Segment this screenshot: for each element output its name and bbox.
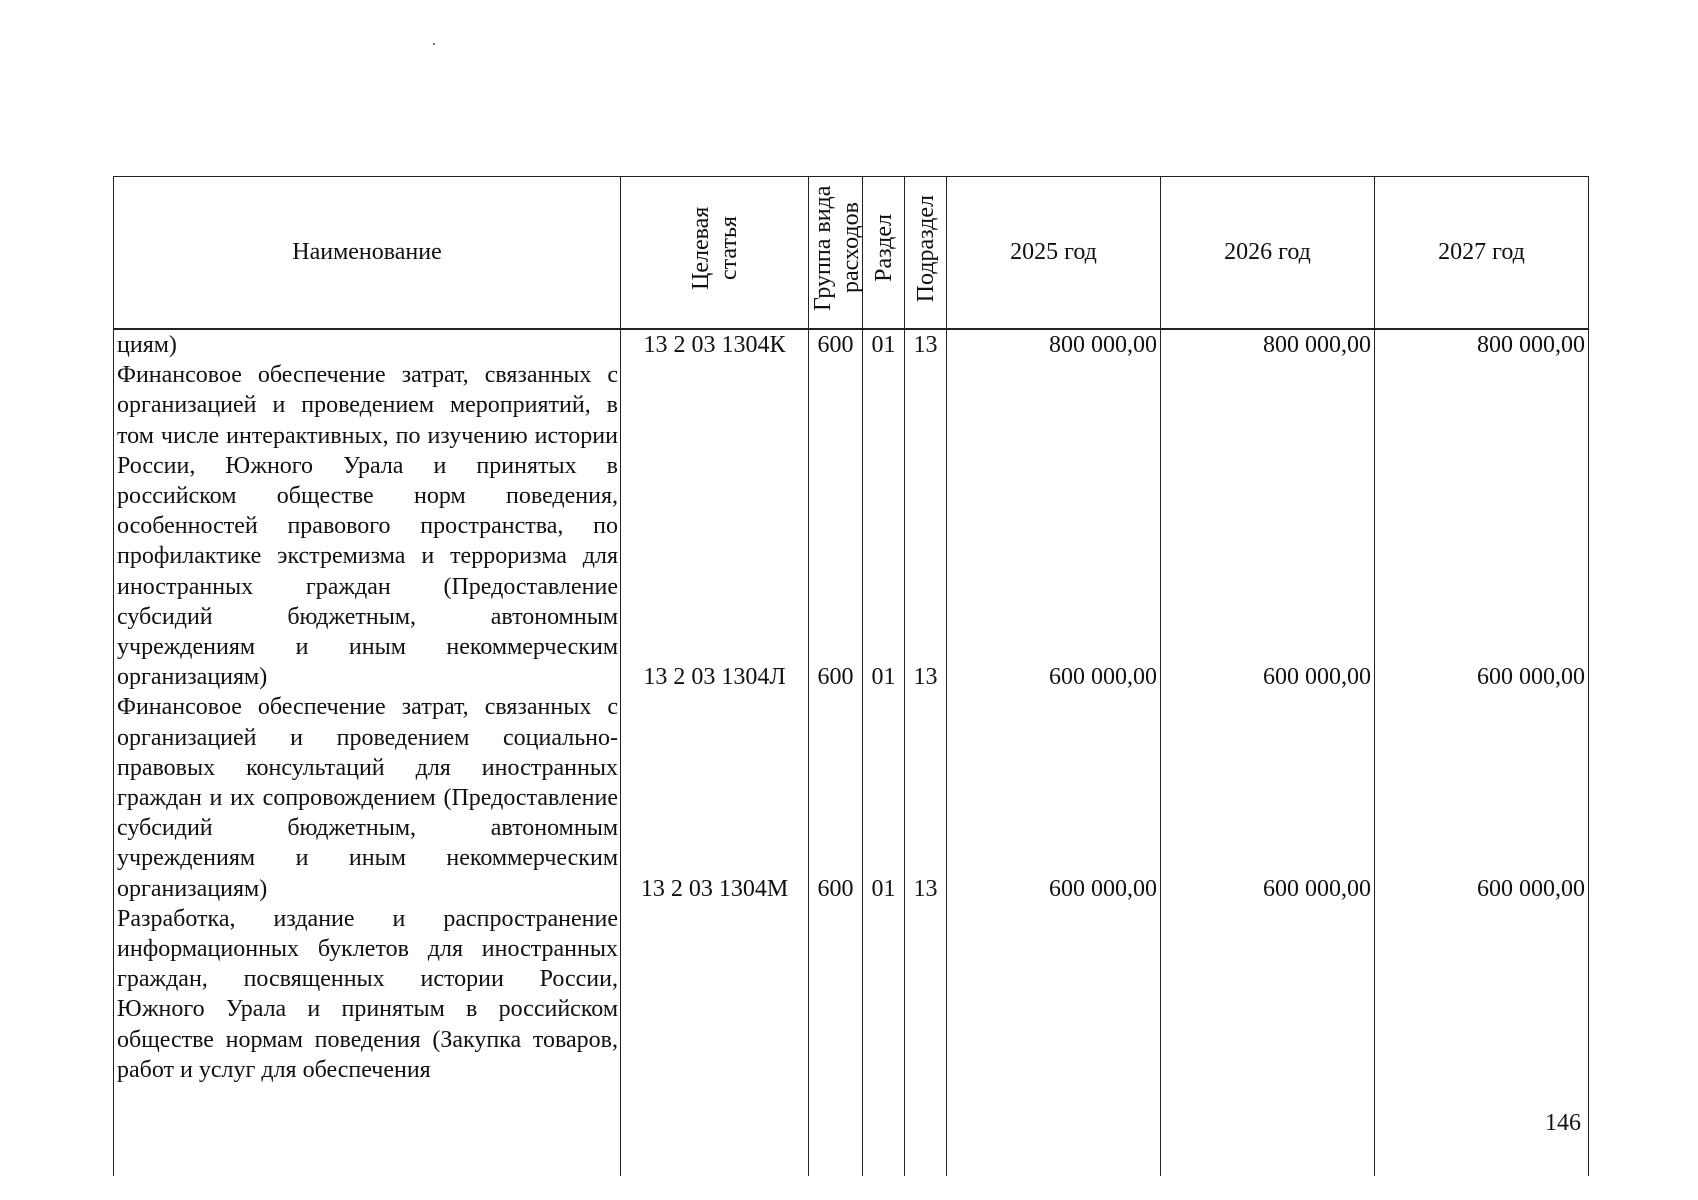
group-cell: 600 [817,664,854,690]
code-column [621,329,809,1176]
table-body-row [114,329,1589,1176]
name-text-item-3: Разработка, издание и распространение информационных буклетов для иностранных граждан, посвященных истории России, Южного Урала и принятым в российском обществе нормам поведения (Закупка товаров, работ и услуг для обеспечения [117,905,618,1083]
year-2026-column [1161,329,1375,1176]
group-column [809,329,863,1176]
name-column [114,329,621,1176]
amount-2027-cell: 600 000,00 [1477,664,1585,690]
amount-2025-cell: 800 000,00 [1049,332,1157,358]
header-year-2026: 2026 год [1161,177,1375,330]
name-text-continuation: циям) [117,332,177,358]
group-cell: 600 [817,876,854,902]
header-section: Раздел [863,177,905,330]
header-subsection: Подраздел [905,177,947,330]
section-cell: 01 [871,332,896,358]
scan-speck [433,43,435,45]
year-2025-column [947,329,1161,1176]
name-text-item-1: Финансовое обеспечение затрат, связанных с организацией и проведением мероприятий, в том числе интерактивных, по изучению истории России, Южного Урала и принятых в российском обществе норм поведения, особенностей правового пространства, по профилактике экстремизма и терроризма для иностранных граждан (Предоставление субсидий бюджетным, автономным учреждениям и иным некоммерческим организациям) [117,362,618,691]
header-year-2027: 2027 год [1375,177,1589,330]
code-cell: 13 2 03 1304К [643,332,786,358]
subsection-column [905,329,947,1176]
subsection-cell: 13 [913,664,938,690]
amount-2026-cell: 600 000,00 [1263,876,1371,902]
section-cell: 01 [871,876,896,902]
code-cell: 13 2 03 1304М [640,876,789,902]
budget-table [113,176,1589,1176]
section-column [863,329,905,1176]
code-cell: 13 2 03 1304Л [643,664,786,690]
name-text-item-2: Финансовое обеспечение затрат, связанных с организацией и проведением социально-правовых консультаций для иностранных граждан и их сопровождением (Предоставление субсидий бюджетным, автономным учреждениям и иным некоммерческим организациям) [117,694,618,902]
amount-2027-cell: 600 000,00 [1477,876,1585,902]
header-expense-group: Группа вида расходов [809,177,863,330]
page-number: 146 [1545,1110,1581,1136]
subsection-cell: 13 [913,876,938,902]
header-year-2025: 2025 год [947,177,1161,330]
amount-2025-cell: 600 000,00 [1049,664,1157,690]
amount-2026-cell: 800 000,00 [1263,332,1371,358]
section-cell: 01 [871,664,896,690]
amount-2026-cell: 600 000,00 [1263,664,1371,690]
amount-2027-cell: 800 000,00 [1477,332,1585,358]
amount-2025-cell: 600 000,00 [1049,876,1157,902]
subsection-cell: 13 [913,332,938,358]
group-cell: 600 [817,332,854,358]
header-name: Наименование [114,177,621,330]
header-target-article: Целевая статья [621,177,809,330]
table-header-row [114,177,1589,330]
year-2027-column [1375,329,1589,1176]
